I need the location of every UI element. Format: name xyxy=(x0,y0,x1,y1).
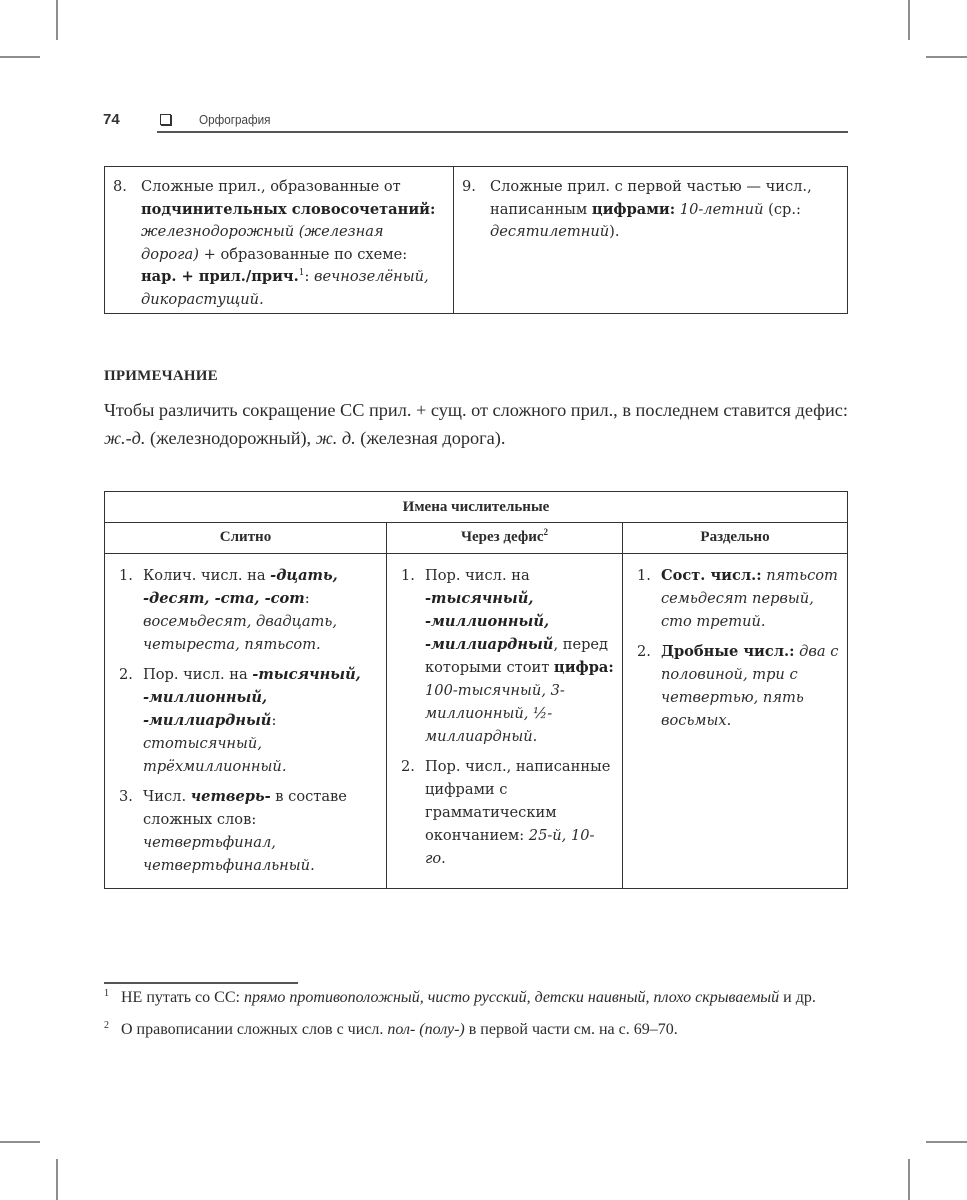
column-hyphen-items xyxy=(387,554,623,889)
list-item xyxy=(119,663,378,778)
plain-text: Сложные прил. с первой частью — числ., написанным xyxy=(490,178,812,218)
item-number: 2. xyxy=(119,666,133,683)
item-number: 1. xyxy=(637,567,651,584)
column-header-label: Через дефис xyxy=(460,529,544,545)
column-header-solid xyxy=(105,523,387,554)
italic-text: 10-летний xyxy=(679,200,764,218)
list-item xyxy=(119,785,378,877)
plain-text: : xyxy=(304,590,310,607)
section-title: Орфография xyxy=(199,112,271,127)
plain-text: , перед которыми стоит xyxy=(425,636,609,676)
crop-mark-bottom-right-h xyxy=(926,1141,967,1143)
footnote-ref[interactable]: 1 xyxy=(298,268,305,279)
column-header-label: Слитно xyxy=(219,529,272,545)
item-number: 2. xyxy=(637,643,651,660)
italic-text: пол- (полу-) xyxy=(387,1021,465,1038)
item-text xyxy=(143,666,361,775)
plain-text: Колич. числ. на xyxy=(143,567,271,584)
plain-text: Пор. числ., написанные цифрами с грамматическим окончанием: xyxy=(425,758,611,844)
item-number: 9. xyxy=(462,178,476,195)
plain-text: в первой части см. на с. 69–70. xyxy=(464,1021,678,1038)
bold-text: нар. + прил./прич. xyxy=(141,268,299,285)
footnote-2 xyxy=(104,1018,848,1042)
numerals-table xyxy=(104,491,848,889)
compound-adjectives-table xyxy=(104,166,848,314)
italic-text: пятьсот семьдесят первый, сто третий. xyxy=(661,567,838,630)
crop-mark-top-right-h xyxy=(926,56,967,58)
bold-italic-text: -тысячный, -миллионный, -миллиардный xyxy=(425,590,554,653)
plain-text: в составе сложных слов: xyxy=(143,788,347,828)
plain-text: (ср.: xyxy=(763,200,801,218)
square-box-icon xyxy=(160,114,171,125)
italic-text: стотысячный, трёхмиллионный. xyxy=(143,735,287,775)
plain-text: ). xyxy=(609,223,620,240)
bold-text: цифрами: xyxy=(591,200,676,218)
rule-item xyxy=(462,176,839,244)
footnote-mark: 2 xyxy=(104,1020,109,1031)
item-text xyxy=(661,567,838,630)
footnote-text xyxy=(121,1021,678,1038)
rule-cell-9 xyxy=(454,167,848,314)
list-item xyxy=(637,640,839,732)
running-header xyxy=(103,108,848,132)
italic-text: ж.-д. xyxy=(104,427,146,448)
plain-text: + образованные по схеме: xyxy=(198,245,408,263)
item-number: 3. xyxy=(119,788,133,805)
column-header-hyphen xyxy=(387,523,623,554)
item-text xyxy=(141,178,435,308)
list-item xyxy=(637,564,839,633)
plain-text: Сложные прил., образованные от xyxy=(141,178,401,195)
plain-text: Пор. числ. на xyxy=(425,567,530,584)
footnotes xyxy=(104,986,848,1050)
italic-text: ж. д. xyxy=(315,427,356,448)
plain-text: Чтобы различить сокращение СС прил. + сущ. от сложного прил., в последнем ставится дефис: xyxy=(104,400,848,420)
item-text xyxy=(490,178,812,240)
italic-text: два с половиной, три с четвертью, пять восьмых. xyxy=(661,643,839,729)
plain-text: и др. xyxy=(779,989,816,1006)
item-number: 1. xyxy=(401,567,415,584)
plain-text: Числ. xyxy=(143,788,191,805)
bold-text: Сост. числ.: xyxy=(661,567,762,584)
italic-text: прямо противоположный, чисто русский, детски наивный, плохо скрываемый xyxy=(243,989,780,1006)
italic-text: железнодорожный (железная дорога) xyxy=(141,223,384,263)
crop-mark-top-left-v xyxy=(56,0,58,40)
footnote-1 xyxy=(104,986,848,1010)
plain-text: : xyxy=(271,712,277,729)
crop-mark-top-left-h xyxy=(0,56,40,58)
italic-text: десятилетний xyxy=(490,223,610,240)
bold-text: цифра: xyxy=(553,659,614,676)
plain-text: (железная дорога). xyxy=(355,427,506,448)
crop-mark-top-right-v xyxy=(908,0,910,40)
column-header-label: Раздельно xyxy=(700,529,770,545)
crop-mark-bottom-right-v xyxy=(908,1159,910,1200)
rule-item xyxy=(113,176,445,311)
note-body xyxy=(104,397,848,452)
item-text xyxy=(661,643,838,729)
footnote-text xyxy=(121,989,816,1006)
list-item xyxy=(401,755,614,870)
italic-text: 25-й, 10-го. xyxy=(425,827,595,867)
footnote-rule xyxy=(104,982,298,984)
item-text xyxy=(425,567,614,745)
page-number: 74 xyxy=(103,111,120,128)
bold-text: Дробные числ.: xyxy=(661,643,795,660)
plain-text: Пор. числ. на xyxy=(143,666,253,683)
item-number: 1. xyxy=(119,567,133,584)
footnote-ref[interactable]: 2 xyxy=(543,527,549,537)
bold-italic-text: четверь- xyxy=(190,788,271,805)
column-header-separate xyxy=(623,523,848,554)
crop-mark-bottom-left-h xyxy=(0,1141,40,1143)
plain-text: : xyxy=(304,268,314,285)
item-number: 2. xyxy=(401,758,415,775)
crop-mark-bottom-left-v xyxy=(56,1159,58,1200)
italic-text: четвертьфинал, четвертьфинальный. xyxy=(143,834,315,874)
list-item xyxy=(401,564,614,748)
italic-text: 100-тысячный, 3-миллионный, ½-миллиардный. xyxy=(425,682,565,745)
bold-italic-text: -дцать, -десят, -ста, -сот xyxy=(143,567,338,607)
bold-text: подчинительных словосочетаний: xyxy=(141,200,436,218)
italic-text: восемьдесят, двадцать, четыреста, пятьсот. xyxy=(143,613,337,653)
item-number: 8. xyxy=(113,178,127,195)
plain-text: О правописании сложных слов с числ. xyxy=(121,1021,388,1038)
bold-italic-text: -тысячный, -миллионный, -миллиардный xyxy=(143,666,361,729)
rule-cell-8 xyxy=(105,167,454,314)
plain-text: (железнодорожный), xyxy=(145,427,316,448)
footnote-mark: 1 xyxy=(104,988,109,999)
item-text xyxy=(143,567,338,653)
plain-text: НЕ путать со СС: xyxy=(121,989,244,1006)
italic-text: вечнозелёный, дикорастущий. xyxy=(141,268,429,308)
header-rule xyxy=(157,131,848,133)
numerals-table-title: Имена числительные xyxy=(105,492,848,523)
item-text xyxy=(143,788,347,874)
note-title: ПРИМЕЧАНИЕ xyxy=(104,368,218,384)
column-separate-items xyxy=(623,554,848,889)
column-solid-items xyxy=(105,554,387,889)
list-item xyxy=(119,564,378,656)
item-text xyxy=(425,758,610,867)
